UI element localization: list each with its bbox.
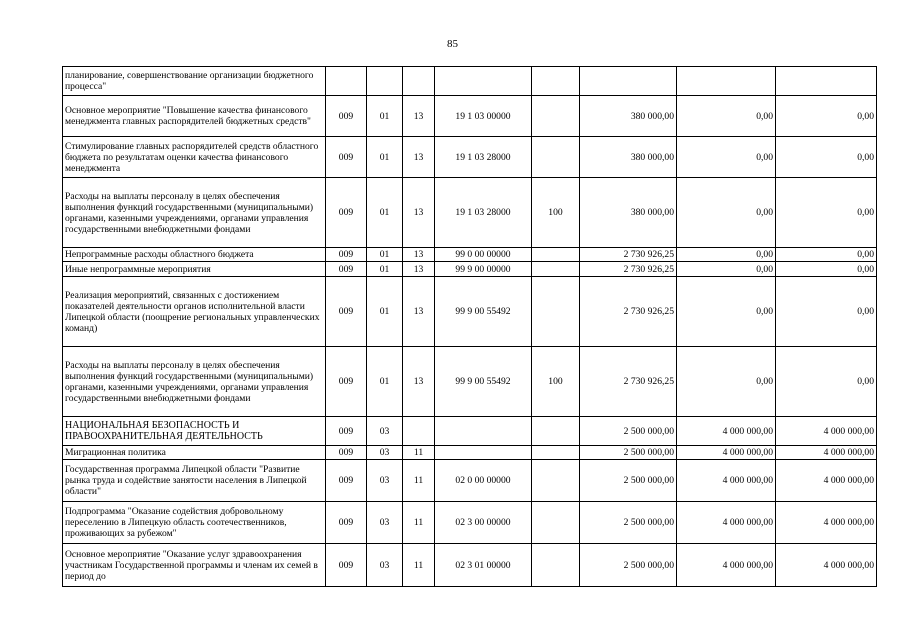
section-code-cell: 03 <box>367 502 403 544</box>
target-article-cell: 99 0 00 00000 <box>435 248 532 262</box>
row-name-cell: планирование, совершенствование организации бюджетного процесса" <box>63 67 326 96</box>
target-article-cell: 99 9 00 00000 <box>435 262 532 277</box>
amount-year3-cell: 0,00 <box>776 277 877 347</box>
section-code-cell: 01 <box>367 262 403 277</box>
expense-type-cell <box>532 446 580 460</box>
table-row <box>63 96 877 137</box>
expense-type-cell <box>532 460 580 502</box>
table-row <box>63 347 877 417</box>
amount-year3-cell: 4 000 000,00 <box>776 544 877 587</box>
page-number: 85 <box>447 38 458 50</box>
table-row <box>63 67 877 96</box>
expense-type-cell <box>532 262 580 277</box>
amount-year2-cell: 0,00 <box>677 248 776 262</box>
table-row <box>63 277 877 347</box>
subsection-code-cell: 13 <box>403 248 435 262</box>
section-code-cell: 01 <box>367 347 403 417</box>
amount-year1-cell: 2 730 926,25 <box>580 347 677 417</box>
section-code-cell: 01 <box>367 277 403 347</box>
admin-code-cell: 009 <box>326 502 367 544</box>
amount-year1-cell: 2 500 000,00 <box>580 502 677 544</box>
amount-year3-cell: 0,00 <box>776 178 877 248</box>
section-code-cell: 03 <box>367 446 403 460</box>
subsection-code-cell: 13 <box>403 277 435 347</box>
amount-year1-cell: 380 000,00 <box>580 96 677 137</box>
target-article-cell <box>435 67 532 96</box>
section-code-cell: 01 <box>367 248 403 262</box>
table-row <box>63 137 877 178</box>
table-row <box>63 460 877 502</box>
admin-code-cell: 009 <box>326 544 367 587</box>
amount-year2-cell: 0,00 <box>677 277 776 347</box>
amount-year3-cell: 0,00 <box>776 347 877 417</box>
target-article-cell: 02 3 01 00000 <box>435 544 532 587</box>
subsection-code-cell: 13 <box>403 96 435 137</box>
table-row <box>63 248 877 262</box>
amount-year2-cell: 4 000 000,00 <box>677 446 776 460</box>
amount-year3-cell: 4 000 000,00 <box>776 417 877 446</box>
target-article-cell: 19 1 03 28000 <box>435 137 532 178</box>
expense-type-cell <box>532 137 580 178</box>
amount-year1-cell: 380 000,00 <box>580 137 677 178</box>
row-name-cell: Непрограммные расходы областного бюджета <box>63 248 326 262</box>
amount-year3-cell: 4 000 000,00 <box>776 446 877 460</box>
admin-code-cell: 009 <box>326 460 367 502</box>
table-row <box>63 502 877 544</box>
table-row <box>63 544 877 587</box>
amount-year2-cell: 0,00 <box>677 178 776 248</box>
subsection-code-cell <box>403 67 435 96</box>
expense-type-cell: 100 <box>532 178 580 248</box>
section-code-cell: 03 <box>367 460 403 502</box>
row-name-cell: НАЦИОНАЛЬНАЯ БЕЗОПАСНОСТЬ И ПРАВООХРАНИТЕЛЬНАЯ ДЕЯТЕЛЬНОСТЬ <box>63 417 326 446</box>
subsection-code-cell: 11 <box>403 446 435 460</box>
amount-year1-cell: 2 500 000,00 <box>580 446 677 460</box>
amount-year1-cell: 2 500 000,00 <box>580 460 677 502</box>
expense-type-cell <box>532 67 580 96</box>
amount-year2-cell: 4 000 000,00 <box>677 502 776 544</box>
amount-year1-cell: 2 500 000,00 <box>580 417 677 446</box>
section-code-cell <box>367 67 403 96</box>
subsection-code-cell: 13 <box>403 262 435 277</box>
budget-table <box>62 66 877 587</box>
row-name-cell: Иные непрограммные мероприятия <box>63 262 326 277</box>
row-name-cell: Государственная программа Липецкой области "Развитие рынка труда и содействие занятости населения в Липецкой области" <box>63 460 326 502</box>
admin-code-cell: 009 <box>326 96 367 137</box>
row-name-cell: Реализация мероприятий, связанных с достижением показателей деятельности органов исполнительной власти Липецкой области (поощрение региональных управленческих команд) <box>63 277 326 347</box>
subsection-code-cell: 11 <box>403 502 435 544</box>
amount-year3-cell: 0,00 <box>776 262 877 277</box>
admin-code-cell: 009 <box>326 178 367 248</box>
target-article-cell <box>435 446 532 460</box>
target-article-cell: 19 1 03 00000 <box>435 96 532 137</box>
subsection-code-cell: 13 <box>403 347 435 417</box>
row-name-cell: Миграционная политика <box>63 446 326 460</box>
amount-year3-cell: 4 000 000,00 <box>776 502 877 544</box>
admin-code-cell: 009 <box>326 446 367 460</box>
target-article-cell: 99 9 00 55492 <box>435 347 532 417</box>
row-name-cell: Основное мероприятие "Оказание услуг здравоохранения участникам Государственной программы и членам их семей в период до <box>63 544 326 587</box>
amount-year1-cell: 380 000,00 <box>580 178 677 248</box>
admin-code-cell: 009 <box>326 137 367 178</box>
subsection-code-cell: 13 <box>403 137 435 178</box>
amount-year3-cell: 0,00 <box>776 248 877 262</box>
admin-code-cell: 009 <box>326 248 367 262</box>
expense-type-cell <box>532 248 580 262</box>
amount-year2-cell: 0,00 <box>677 96 776 137</box>
amount-year1-cell: 2 500 000,00 <box>580 544 677 587</box>
row-name-cell: Стимулирование главных распорядителей средств областного бюджета по результатам оценки качества финансового менеджмента <box>63 137 326 178</box>
expense-type-cell <box>532 417 580 446</box>
table-row <box>63 446 877 460</box>
amount-year3-cell: 0,00 <box>776 137 877 178</box>
section-code-cell: 01 <box>367 178 403 248</box>
subsection-code-cell: 11 <box>403 460 435 502</box>
admin-code-cell: 009 <box>326 347 367 417</box>
section-code-cell: 03 <box>367 544 403 587</box>
expense-type-cell <box>532 544 580 587</box>
target-article-cell: 19 1 03 28000 <box>435 178 532 248</box>
target-article-cell: 02 3 00 00000 <box>435 502 532 544</box>
amount-year2-cell: 4 000 000,00 <box>677 460 776 502</box>
expense-type-cell <box>532 96 580 137</box>
amount-year2-cell <box>677 67 776 96</box>
amount-year3-cell <box>776 67 877 96</box>
admin-code-cell: 009 <box>326 262 367 277</box>
row-name-cell: Расходы на выплаты персоналу в целях обеспечения выполнения функций государственными (муниципальными) органами, казенными учреждениями, органами управления государственными внебюджетными фондами <box>63 178 326 248</box>
table-row <box>63 262 877 277</box>
amount-year2-cell: 0,00 <box>677 262 776 277</box>
subsection-code-cell: 13 <box>403 178 435 248</box>
admin-code-cell: 009 <box>326 417 367 446</box>
amount-year2-cell: 4 000 000,00 <box>677 544 776 587</box>
expense-type-cell: 100 <box>532 347 580 417</box>
row-name-cell: Основное мероприятие "Повышение качества финансового менеджмента главных распорядителей бюджетных средств" <box>63 96 326 137</box>
table-row <box>63 417 877 446</box>
amount-year1-cell: 2 730 926,25 <box>580 262 677 277</box>
amount-year1-cell: 2 730 926,25 <box>580 277 677 347</box>
amount-year3-cell: 0,00 <box>776 96 877 137</box>
subsection-code-cell <box>403 417 435 446</box>
target-article-cell <box>435 417 532 446</box>
amount-year2-cell: 4 000 000,00 <box>677 417 776 446</box>
section-code-cell: 03 <box>367 417 403 446</box>
amount-year2-cell: 0,00 <box>677 347 776 417</box>
row-name-cell: Подпрограмма "Оказание содействия добровольному переселению в Липецкую область соотечественников, проживающих за рубежом" <box>63 502 326 544</box>
target-article-cell: 02 0 00 00000 <box>435 460 532 502</box>
admin-code-cell: 009 <box>326 277 367 347</box>
amount-year1-cell <box>580 67 677 96</box>
subsection-code-cell: 11 <box>403 544 435 587</box>
expense-type-cell <box>532 277 580 347</box>
section-code-cell: 01 <box>367 137 403 178</box>
target-article-cell: 99 9 00 55492 <box>435 277 532 347</box>
section-code-cell: 01 <box>367 96 403 137</box>
amount-year2-cell: 0,00 <box>677 137 776 178</box>
admin-code-cell <box>326 67 367 96</box>
expense-type-cell <box>532 502 580 544</box>
table-row <box>63 178 877 248</box>
row-name-cell: Расходы на выплаты персоналу в целях обеспечения выполнения функций государственными (муниципальными) органами, казенными учреждениями, органами управления государственными внебюджетными фондами <box>63 347 326 417</box>
amount-year3-cell: 4 000 000,00 <box>776 460 877 502</box>
amount-year1-cell: 2 730 926,25 <box>580 248 677 262</box>
